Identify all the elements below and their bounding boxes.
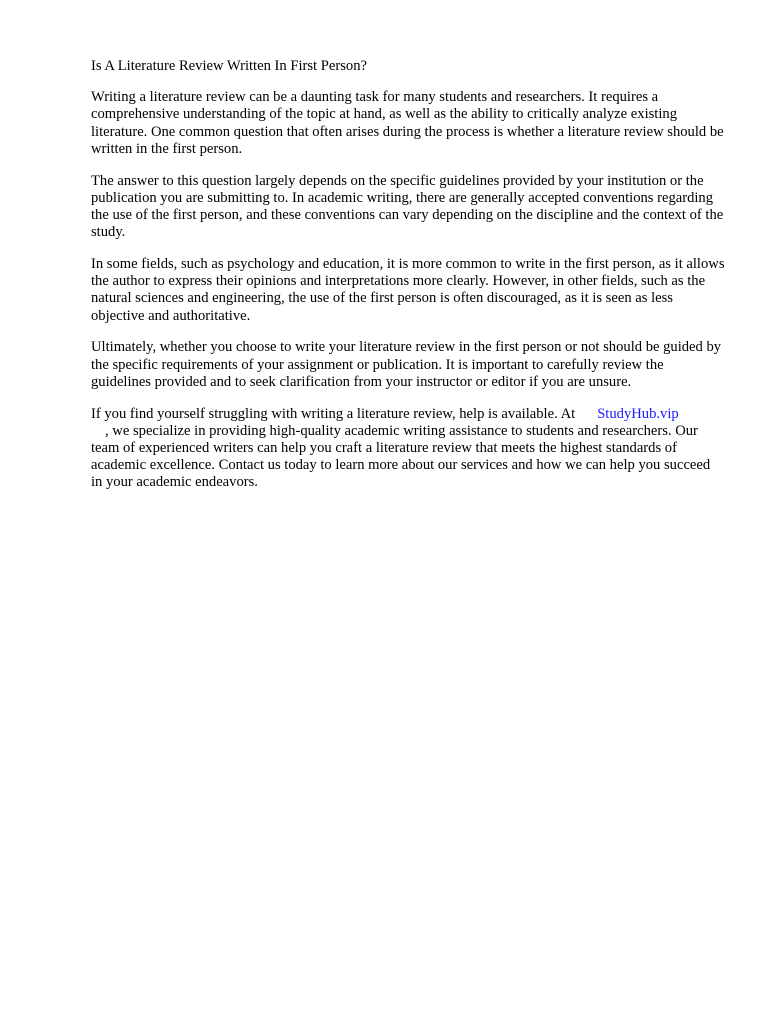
document-title: Is A Literature Review Written In First Person? (91, 58, 367, 74)
document-page (91, 58, 725, 506)
studyhub-link[interactable]: StudyHub.vip (597, 405, 679, 422)
paragraph-fields: In some fields, such as psychology and education, it is more common to write in the first person, as it allows the author to express their opinions and interpretations more clearly. However, in other fields, such as the natural sciences and engineering, the use of the first person is often discouraged, as it is seen as less objective and authoritative. (91, 256, 725, 324)
help-text-after-link: , we specialize in providing high-quality academic writing assistance to students and researchers. Our team of experienced writers can help you craft a literature review that meets the highest standards of academic excellence. Contact us today to learn more about our services and how we can help you succeed in your academic endeavors. (91, 422, 711, 491)
paragraph-intro: Writing a literature review can be a daunting task for many students and researchers. It requires a comprehensive understanding of the topic at hand, as well as the ability to critically analyze existing literature. One common question that often arises during the process is whether a literature review should be written in the first person. (91, 89, 724, 157)
paragraph-help (91, 406, 725, 492)
help-text-before-link: If you find yourself struggling with writing a literature review, help is available. At (91, 405, 576, 422)
paragraph-ultimately: Ultimately, whether you choose to write your literature review in the first person or not should be guided by the specific requirements of your assignment or publication. It is important to carefully review the guidelines provided and to seek clarification from your instructor or editor if you are unsure. (91, 339, 722, 390)
paragraph-guidelines: The answer to this question largely depends on the specific guidelines provided by your institution or the publication you are submitting to. In academic writing, there are generally accepted conventions regarding the use of the first person, and these conventions can vary depending on the discipline and the context of the study. (91, 172, 724, 241)
